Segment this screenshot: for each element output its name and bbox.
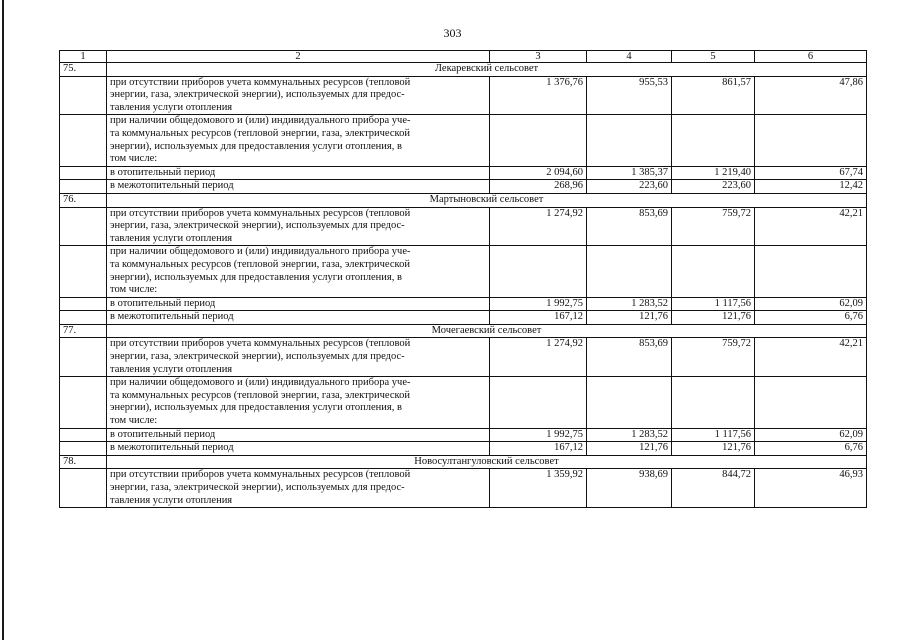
value-cell-col-6 [755,377,867,428]
description-line: в межотопительный период [110,180,234,192]
value-cell-col-6: 67,74 [755,166,867,180]
tariff-body [60,51,867,508]
description-line: в межотопительный период [110,311,234,323]
row-description [107,297,490,311]
value-cell-col-3: 1 359,92 [490,469,587,508]
table-row [60,338,867,377]
description-line: та коммунальных ресурсов (тепловой энергии, газа, электрической [110,389,410,401]
value-cell-col-5: 844,72 [672,469,755,508]
description-line: том числе: [110,415,158,427]
value-cell-col-6: 62,09 [755,297,867,311]
value-cell-col-6: 42,21 [755,338,867,377]
value-cell-col-3: 268,96 [490,180,587,194]
table-row [60,428,867,442]
description-line: при наличии общедомового и (или) индивидуального прибора уче- [110,115,411,127]
description-line: та коммунальных ресурсов (тепловой энергии, газа, электрической [110,127,410,139]
value-cell-col-5: 121,76 [672,311,755,325]
row-description [107,180,490,194]
value-cell-col-4: 1 385,37 [587,166,672,180]
row-description [107,377,490,428]
value-cell-col-3: 1 274,92 [490,338,587,377]
value-cell-col-6: 46,93 [755,469,867,508]
scan-edge-line [2,0,4,640]
row-number-cell [60,166,107,180]
value-cell-col-3 [490,115,587,166]
row-number-cell [60,311,107,325]
description-line: том числе: [110,153,158,165]
table-row [60,377,867,428]
value-cell-col-5: 759,72 [672,338,755,377]
table-row [60,469,867,508]
description-line: тавления услуги отопления [110,232,233,244]
value-cell-col-3: 1 376,76 [490,76,587,115]
value-cell-col-5: 1 117,56 [672,428,755,442]
row-number-cell [60,428,107,442]
page-number: 303 [443,26,462,40]
column-number-row [60,51,867,63]
table-row [60,180,867,194]
value-cell-col-6 [755,246,867,297]
value-cell-col-4 [587,115,672,166]
value-cell-col-5: 223,60 [672,180,755,194]
description-line: при наличии общедомового и (или) индивидуального прибора уче- [110,246,411,258]
value-cell-col-5 [672,246,755,297]
row-description [107,442,490,456]
row-number-cell [60,115,107,166]
tariff-table [59,50,867,508]
value-cell-col-5: 121,76 [672,442,755,456]
row-number-cell [60,180,107,194]
column-number-5: 5 [672,51,755,63]
table-row [60,297,867,311]
row-number-cell [60,442,107,456]
description-line: та коммунальных ресурсов (тепловой энергии, газа, электрической [110,258,410,270]
value-cell-col-4: 938,69 [587,469,672,508]
value-cell-col-5 [672,115,755,166]
table-row [60,115,867,166]
value-cell-col-5: 1 219,40 [672,166,755,180]
row-number-cell [60,246,107,297]
row-description [107,469,490,508]
section-title: Новосултангуловский сельсовет [107,455,867,469]
description-line: при наличии общедомового и (или) индивидуального прибора уче- [110,377,411,389]
section-header-row [60,455,867,469]
description-line: тавления услуги отопления [110,101,233,113]
description-line: энергии, газа, электрической энергии), используемых для предос- [110,351,405,363]
section-header-row [60,193,867,207]
row-description [107,207,490,246]
value-cell-col-4: 223,60 [587,180,672,194]
row-number-cell [60,76,107,115]
value-cell-col-3: 167,12 [490,442,587,456]
value-cell-col-6: 6,76 [755,311,867,325]
value-cell-col-5 [672,377,755,428]
value-cell-col-4 [587,246,672,297]
value-cell-col-4: 853,69 [587,338,672,377]
column-number-6: 6 [755,51,867,63]
section-header-row [60,324,867,338]
description-line: том числе: [110,284,158,296]
value-cell-col-5: 1 117,56 [672,297,755,311]
section-number: 78. [60,455,107,469]
value-cell-col-6: 12,42 [755,180,867,194]
description-line: при отсутствии приборов учета коммунальных ресурсов (тепловой [110,207,411,219]
value-cell-col-6: 42,21 [755,207,867,246]
table-row [60,311,867,325]
description-line: при отсутствии приборов учета коммунальных ресурсов (тепловой [110,469,411,481]
value-cell-col-4 [587,377,672,428]
value-cell-col-3 [490,377,587,428]
row-description [107,76,490,115]
row-description [107,115,490,166]
table-row [60,442,867,456]
description-line: тавления услуги отопления [110,494,233,506]
value-cell-col-3 [490,246,587,297]
description-line: энергии, газа, электрической энергии), используемых для предос- [110,482,405,493]
section-number: 76. [60,193,107,207]
description-line: при отсутствии приборов учета коммунальных ресурсов (тепловой [110,338,411,350]
column-number-2: 2 [107,51,490,63]
row-description [107,166,490,180]
value-cell-col-4: 853,69 [587,207,672,246]
column-number-3: 3 [490,51,587,63]
description-line: в отопительный период [110,297,216,309]
row-description [107,338,490,377]
description-line: энергии, газа, электрической энергии), используемых для предос- [110,89,405,101]
description-line: энергии), используемых для предоставления услуги отопления, в [110,402,402,414]
row-number-cell [60,469,107,508]
value-cell-col-6 [755,115,867,166]
description-line: в отопительный период [110,166,216,178]
row-description [107,246,490,297]
value-cell-col-5: 861,57 [672,76,755,115]
section-title: Мартыновский сельсовет [107,193,867,207]
value-cell-col-4: 1 283,52 [587,297,672,311]
table-row [60,166,867,180]
value-cell-col-3: 1 992,75 [490,428,587,442]
description-line: энергии), используемых для предоставления услуги отопления, в [110,140,402,152]
column-number-1: 1 [60,51,107,63]
row-description [107,428,490,442]
description-line: при отсутствии приборов учета коммунальных ресурсов (тепловой [110,76,411,88]
value-cell-col-3: 1 274,92 [490,207,587,246]
section-number: 77. [60,324,107,338]
value-cell-col-4: 121,76 [587,311,672,325]
section-title: Мочегаевский сельсовет [107,324,867,338]
value-cell-col-3: 2 094,60 [490,166,587,180]
row-number-cell [60,338,107,377]
row-number-cell [60,377,107,428]
section-title: Лекаревский сельсовет [107,63,867,77]
value-cell-col-3: 1 992,75 [490,297,587,311]
value-cell-col-6: 6,76 [755,442,867,456]
value-cell-col-4: 121,76 [587,442,672,456]
row-description [107,311,490,325]
description-line: в межотопительный период [110,442,234,454]
table-row [60,246,867,297]
table-row [60,76,867,115]
row-number-cell [60,207,107,246]
value-cell-col-4: 1 283,52 [587,428,672,442]
value-cell-col-5: 759,72 [672,207,755,246]
description-line: энергии), используемых для предоставления услуги отопления, в [110,271,402,283]
section-header-row [60,63,867,77]
description-line: энергии, газа, электрической энергии), используемых для предос- [110,220,405,232]
description-line: в отопительный период [110,428,216,440]
section-number: 75. [60,63,107,77]
value-cell-col-6: 62,09 [755,428,867,442]
value-cell-col-6: 47,86 [755,76,867,115]
description-line: тавления услуги отопления [110,363,233,375]
column-number-4: 4 [587,51,672,63]
table-row [60,207,867,246]
row-number-cell [60,297,107,311]
value-cell-col-4: 955,53 [587,76,672,115]
value-cell-col-3: 167,12 [490,311,587,325]
